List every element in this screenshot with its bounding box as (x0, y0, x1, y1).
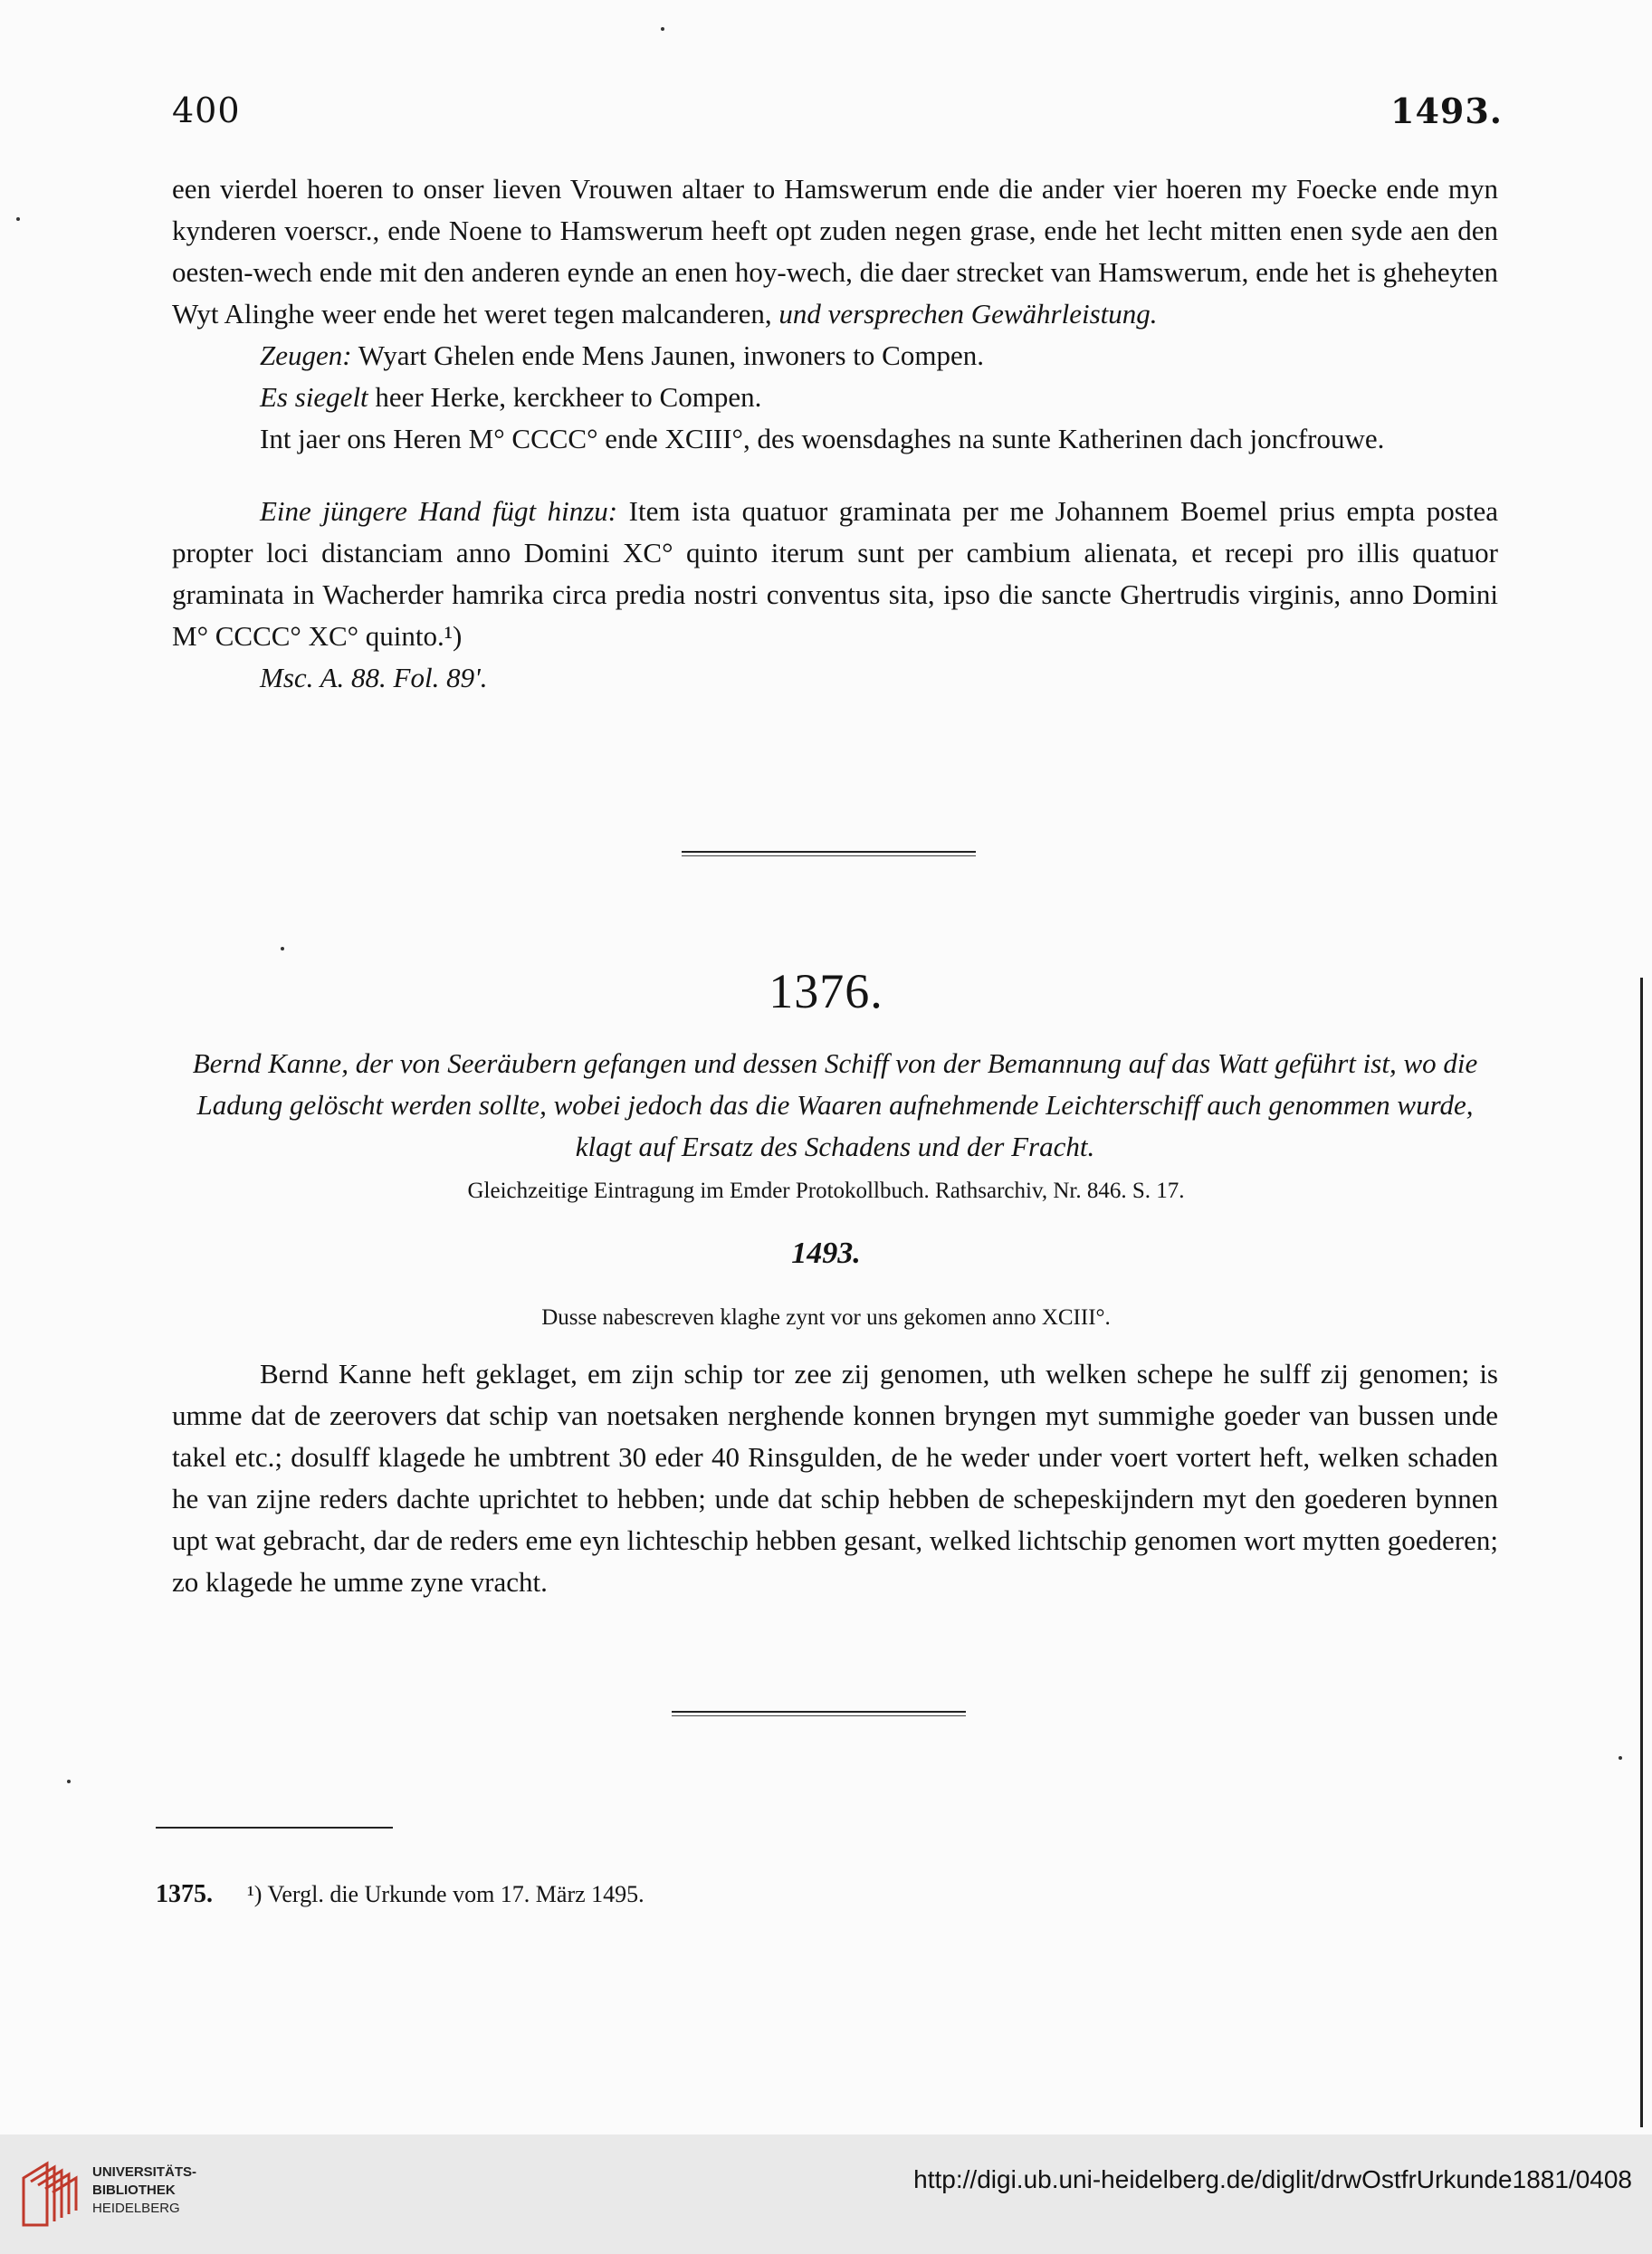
seal-line (172, 377, 1498, 418)
witnesses-text: Wyart Ghelen ende Mens Jaunen, inwoners to Compen. (358, 339, 984, 371)
seal-label: Es siegelt (260, 381, 368, 413)
library-name-line2: BIBLIOTHEK (92, 2182, 176, 2198)
library-name (92, 2163, 196, 2218)
scan-speck (661, 27, 664, 31)
later-addition (172, 491, 1498, 657)
end-divider (672, 1711, 966, 1716)
document-heading: Dusse nabescreven klaghe zynt vor uns gekomen anno XCIII°. (541, 1305, 1111, 1330)
library-name-line3: HEIDELBERG (92, 2201, 180, 2216)
source-url[interactable]: http://digi.ub.uni-heidelberg.de/diglit/drwOstfrUrkunde1881/0408 (913, 2165, 1632, 2193)
witnesses-label: Zeugen: (260, 339, 352, 371)
scan-speck (1619, 1756, 1622, 1760)
footnote-text: ¹) Vergl. die Urkunde vom 17. März 1495. (247, 1881, 645, 1907)
document-summary: Bernd Kanne, der von Seeräubern gefangen und dessen Schiff von der Bemannung auf das Watt geführt ist, wo die Ladung gelöscht werden sollte, wobei jedoch das die Waaren aufnehmende Leichterschiff auch genommen wurde, klagt auf Ersatz des Schadens und der Fracht. (192, 1047, 1478, 1162)
section-divider (682, 851, 976, 856)
later-addition-text: Item ista quatuor graminata per me Johannem Boemel prius empta postea propter loci distanciam anno Domini XC° quinto iterum sunt per cambium alienata, et recepi pro illis quatuor graminata in Wacherder hamrika circa predia nostri conventus sita, ipso die sancte Ghertrudis virginis, anno Domini M° CCCC° XC° quinto.¹) (172, 495, 1499, 652)
scan-edge-shadow (1640, 978, 1643, 2127)
library-logo-icon (20, 2158, 81, 2230)
later-addition-label: Eine jüngere Hand fügt hinzu: (260, 495, 618, 527)
scan-speck (16, 217, 20, 221)
land-description-text: een vierdel hoeren to onser lieven Vrouwen altaer to Hamswerum ende die ander vier hoeren my Foecke ende myn kynderen voerscr., ende Noene to Hamswerum heeft opt zuden negen grase, ende het lecht mitten enen syde aen den oesten-wech ende mit den anderen eynde an enen hoy-wech, die daer strecket van Hamswerum, ende het is gheheyten Wyt Alinghe weer ende het weret tegen malcanderen, (172, 173, 1498, 330)
footnote-reference: 1375. (156, 1880, 213, 1908)
source-citation: Gleichzeitige Eintragung im Emder Protokollbuch. Rathsarchiv, Nr. 846. S. 17. (467, 1179, 1185, 1203)
document-text: Bernd Kanne heft geklaget, em zijn schip tor zee zij genomen, uth welken schepe he sulff zij genomen; is umme dat de zeerovers dat schip van noetsaken nerghende konnen bryngen myt summighe goeder van bussen unde takel etc.; dosulff klagede he umbtrent 30 eder 40 Rinsgulden, de he weder under voert vortert heft, welken schaden he van zijne reders dachte uprichtet to hebben; unde dat schip hebben de schepeskijndern myt den goederen bynnen upt wat gebracht, dar de reders eme eyn lichteschip hebben gesant, welked lichtschip genomen wort mytten goederen; zo klagede he umme zyne vracht. (172, 1358, 1498, 1598)
library-name-line1: UNIVERSITÄTS- (92, 2164, 197, 2180)
witnesses-line (172, 335, 1498, 377)
page-number: 400 (172, 91, 241, 130)
continuation-text (172, 168, 1498, 699)
library-footer (0, 2135, 1652, 2254)
document-year: 1493. (791, 1237, 861, 1270)
document-number: 1376. (769, 964, 883, 1018)
footnote (156, 1880, 645, 1909)
footnote-rule (156, 1827, 393, 1829)
paragraph-land-description (172, 168, 1498, 335)
scan-speck (67, 1780, 71, 1783)
warranty-note: und versprechen Gewährleistung. (778, 298, 1158, 330)
seal-text: heer Herke, kerckheer to Compen. (375, 381, 762, 413)
scan-speck (281, 947, 284, 950)
document-text-block (172, 1353, 1498, 1603)
manuscript-reference: Msc. A. 88. Fol. 89'. (260, 662, 488, 693)
date-line: Int jaer ons Heren M° CCCC° ende XCIII°, des woensdaghes na sunte Katherinen dach joncfrouwe. (260, 423, 1385, 454)
running-year: 1493. (1390, 91, 1503, 131)
